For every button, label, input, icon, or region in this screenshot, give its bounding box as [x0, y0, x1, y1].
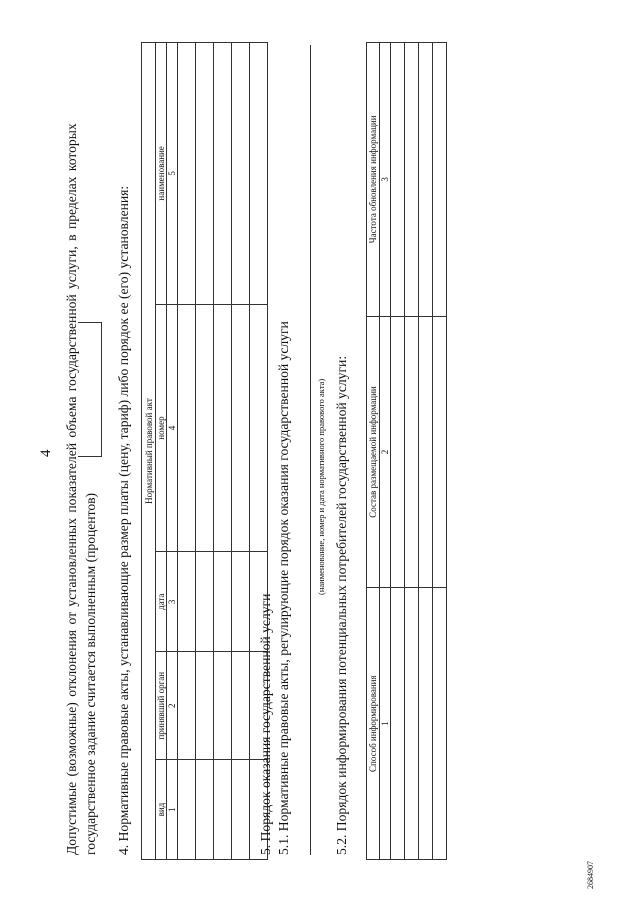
column-header: вид: [156, 760, 167, 860]
table-row: [419, 43, 433, 860]
table-row: [405, 43, 419, 860]
column-number: 4: [167, 304, 178, 552]
table-row: [178, 43, 196, 860]
document-id: 2684907: [586, 861, 595, 889]
fill-in-caption: (наименование, номер и дата нормативного правового акта): [316, 378, 326, 595]
table-row: [232, 43, 250, 860]
deviation-text-line2: государственное задание считается выполненным (процентов): [83, 492, 98, 855]
column-number: 1: [167, 760, 178, 860]
column-header: Способ информирования: [367, 588, 380, 860]
deviation-text-line1: Допустимые (возможные) отклонения от установленных показателей объема государственной услуги, в пределах которых: [64, 123, 79, 855]
column-number: 1: [380, 588, 391, 860]
page-number: 4: [38, 449, 54, 457]
column-header: дата: [156, 552, 167, 652]
section5-heading: 5. Порядок оказания государственной услуги: [258, 593, 273, 855]
column-header: номер: [156, 304, 167, 552]
table-row: [433, 43, 447, 860]
column-header: Частота обновления информации: [367, 43, 380, 317]
informing-table: [366, 42, 447, 860]
table-row: [391, 43, 405, 860]
column-header: принявший орган: [156, 652, 167, 760]
section52-heading: 5.2. Порядок информирования потенциальных потребителей государственной услуги:: [334, 355, 349, 855]
table-row: [214, 43, 232, 860]
percent-input-box[interactable]: [78, 322, 102, 457]
column-number: 5: [167, 43, 178, 305]
column-header: наименование: [156, 43, 167, 305]
fee-acts-table: [141, 42, 268, 860]
column-number: 3: [167, 552, 178, 652]
table-group-header: Нормативный правовой акт: [142, 43, 156, 860]
table-row: [196, 43, 214, 860]
section4-heading: 4. Нормативные правовые акты, устанавливающие размер платы (цену, тариф) либо порядок ее (его) установления:: [116, 185, 131, 855]
fill-in-line[interactable]: [310, 45, 311, 855]
column-number: 3: [380, 43, 391, 317]
column-number: 2: [167, 652, 178, 760]
section51-heading: 5.1. Нормативные правовые акты, регулирующие порядок оказания государственной услуги: [276, 321, 291, 855]
column-number: 2: [380, 316, 391, 588]
column-header: Состав размещаемой информации: [367, 316, 380, 588]
